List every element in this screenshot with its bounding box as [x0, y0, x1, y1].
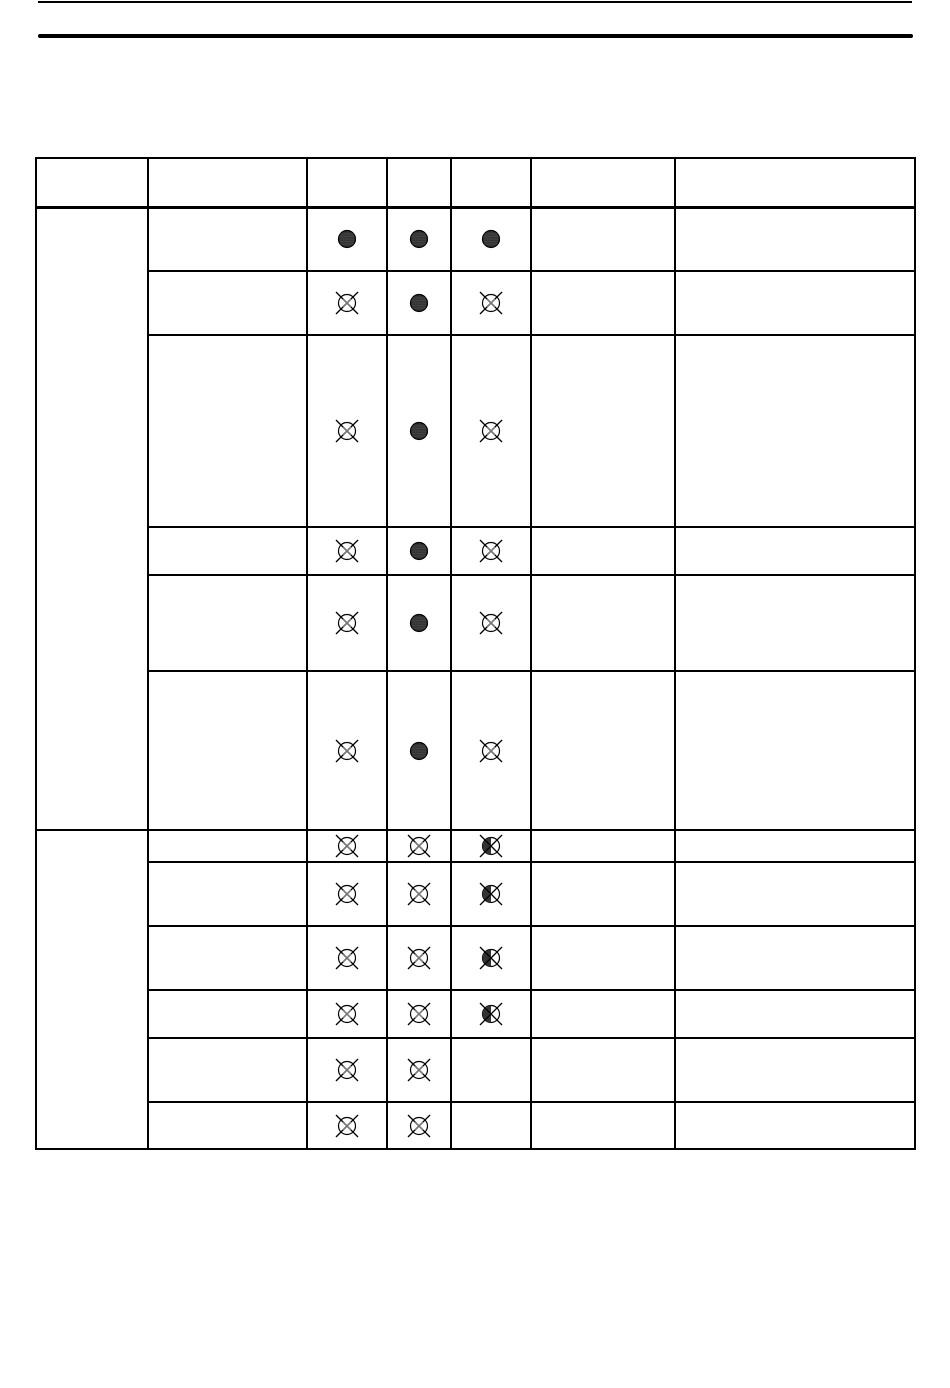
- table-header-row: [36, 158, 915, 207]
- indicator-lit-icon: [406, 738, 432, 764]
- table-row: [36, 830, 915, 862]
- indicator-off-icon: [334, 1057, 360, 1083]
- indicator-cell: [307, 207, 387, 271]
- row-name-cell: [148, 862, 307, 926]
- indicator-lit-icon: [406, 610, 432, 636]
- header-cell: [148, 158, 307, 207]
- indicator-cell: [387, 926, 451, 990]
- table-row: [36, 990, 915, 1038]
- header-cell: [675, 158, 915, 207]
- indicator-off-icon: [478, 738, 504, 764]
- indicator-off-icon: [406, 945, 432, 971]
- remarks-cell: [675, 830, 915, 862]
- table-row: [36, 862, 915, 926]
- indicator-cell: [387, 207, 451, 271]
- status-cell: [531, 207, 675, 271]
- status-cell: [531, 830, 675, 862]
- table-row: [36, 1102, 915, 1149]
- indicator-cell: [307, 671, 387, 830]
- indicator-cell: [307, 271, 387, 335]
- indicator-cell: [451, 671, 531, 830]
- indicator-off-icon: [406, 1057, 432, 1083]
- indicator-cell: [307, 926, 387, 990]
- remarks-cell: [675, 862, 915, 926]
- indicator-cell: [307, 575, 387, 671]
- indicator-cell: [387, 990, 451, 1038]
- indicator-cell: [387, 1102, 451, 1149]
- indicator-cell: [451, 990, 531, 1038]
- indicator-off-icon: [334, 538, 360, 564]
- indicator-cell: [307, 990, 387, 1038]
- indicator-off-icon: [406, 833, 432, 859]
- indicator-cell: [307, 527, 387, 575]
- indicator-off-icon: [334, 881, 360, 907]
- indicator-cell: [451, 271, 531, 335]
- indicator-cell: [451, 575, 531, 671]
- row-name-cell: [148, 271, 307, 335]
- indicator-off-icon: [334, 738, 360, 764]
- indicator-off-icon: [334, 290, 360, 316]
- row-name-cell: [148, 575, 307, 671]
- indicator-cell: [451, 527, 531, 575]
- indicator-flashing-icon: [478, 881, 504, 907]
- indicator-off-icon: [334, 610, 360, 636]
- indicator-off-icon: [334, 1113, 360, 1139]
- indicator-flashing-icon: [478, 945, 504, 971]
- indicator-cell: [451, 862, 531, 926]
- indicator-off-icon: [406, 881, 432, 907]
- table-row: [36, 207, 915, 271]
- indicator-cell: [307, 1102, 387, 1149]
- indicator-lit-icon: [406, 418, 432, 444]
- status-cell: [531, 671, 675, 830]
- table-row: [36, 671, 915, 830]
- remarks-cell: [675, 1038, 915, 1102]
- row-name-cell: [148, 990, 307, 1038]
- row-name-cell: [148, 830, 307, 862]
- table-body: [36, 207, 915, 1149]
- table-row: [36, 335, 915, 527]
- indicator-off-icon: [406, 1113, 432, 1139]
- remarks-cell: [675, 207, 915, 271]
- indicator-cell: [387, 527, 451, 575]
- indicator-lit-icon: [334, 226, 360, 252]
- status-cell: [531, 271, 675, 335]
- remarks-cell: [675, 1102, 915, 1149]
- remarks-cell: [675, 671, 915, 830]
- indicator-cell: [387, 830, 451, 862]
- indicator-status-table: [35, 157, 916, 1150]
- remarks-cell: [675, 926, 915, 990]
- row-name-cell: [148, 671, 307, 830]
- table-row: [36, 1038, 915, 1102]
- row-name-cell: [148, 335, 307, 527]
- indicator-cell: [387, 271, 451, 335]
- group-label-cell: [36, 207, 148, 830]
- group-label-cell: [36, 830, 148, 1149]
- table-row: [36, 926, 915, 990]
- indicator-cell: [307, 335, 387, 527]
- table-row: [36, 527, 915, 575]
- remarks-cell: [675, 527, 915, 575]
- indicator-lit-icon: [406, 290, 432, 316]
- indicator-cell: [451, 830, 531, 862]
- indicator-off-icon: [334, 418, 360, 444]
- indicator-cell: [451, 926, 531, 990]
- indicator-cell: [307, 1038, 387, 1102]
- indicator-cell: [307, 862, 387, 926]
- indicator-cell: [387, 862, 451, 926]
- remarks-cell: [675, 271, 915, 335]
- header-cell: [531, 158, 675, 207]
- remarks-cell: [675, 990, 915, 1038]
- indicator-off-icon: [478, 538, 504, 564]
- status-cell: [531, 1102, 675, 1149]
- row-name-cell: [148, 1038, 307, 1102]
- remarks-cell: [675, 335, 915, 527]
- row-name-cell: [148, 207, 307, 271]
- table-row: [36, 575, 915, 671]
- status-cell: [531, 1038, 675, 1102]
- status-cell: [531, 926, 675, 990]
- status-cell: [531, 990, 675, 1038]
- indicator-lit-icon: [406, 226, 432, 252]
- indicator-cell: [387, 1038, 451, 1102]
- indicator-cell: [387, 575, 451, 671]
- top-rule-thick: [38, 34, 913, 38]
- indicator-cell: [451, 207, 531, 271]
- indicator-off-icon: [406, 1001, 432, 1027]
- row-name-cell: [148, 1102, 307, 1149]
- indicator-cell: [307, 830, 387, 862]
- indicator-cell: [451, 1102, 531, 1149]
- status-cell: [531, 862, 675, 926]
- status-cell: [531, 527, 675, 575]
- row-name-cell: [148, 527, 307, 575]
- table-row: [36, 271, 915, 335]
- indicator-off-icon: [334, 1001, 360, 1027]
- indicator-lit-icon: [406, 538, 432, 564]
- indicator-cell: [387, 335, 451, 527]
- indicator-flashing-icon: [478, 1001, 504, 1027]
- header-cell: [387, 158, 451, 207]
- status-cell: [531, 575, 675, 671]
- remarks-cell: [675, 575, 915, 671]
- indicator-cell: [451, 1038, 531, 1102]
- indicator-lit-icon: [478, 226, 504, 252]
- indicator-off-icon: [478, 418, 504, 444]
- indicator-cell: [451, 335, 531, 527]
- header-cell: [36, 158, 148, 207]
- indicator-off-icon: [334, 833, 360, 859]
- row-name-cell: [148, 926, 307, 990]
- indicator-cell: [387, 671, 451, 830]
- status-cell: [531, 335, 675, 527]
- header-cell: [451, 158, 531, 207]
- header-cell: [307, 158, 387, 207]
- indicator-off-icon: [334, 945, 360, 971]
- indicator-off-icon: [478, 610, 504, 636]
- indicator-off-icon: [478, 290, 504, 316]
- indicator-flashing-icon: [478, 833, 504, 859]
- top-rule-thin: [38, 1, 912, 3]
